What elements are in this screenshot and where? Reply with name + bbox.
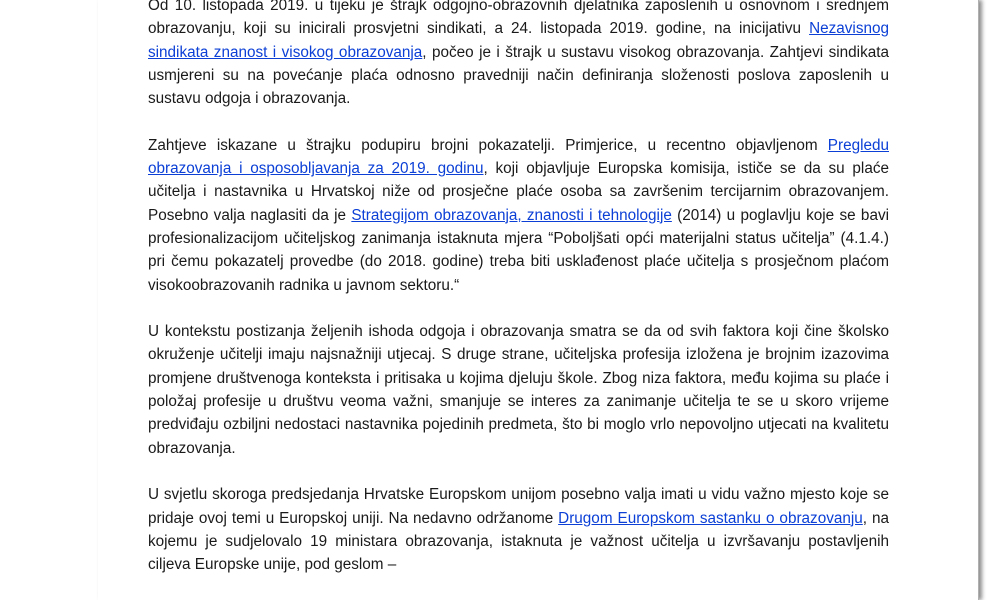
link-strategija-obrazovanja[interactable]: Strategijom obrazovanja, znanosti i tehnologije (351, 206, 672, 224)
paragraph-text: Od 10. listopada 2019. u tijeku je štrajk odgojno-obrazovnih djelatnika zaposlenih u osnovnom i srednjem obrazovanju, koji su inicirali prosvjetni sindikati, a 24. listopada 2019. godine, na inicijativu (148, 0, 889, 38)
link-nezavisni-sindikat[interactable]: Nezavisnog sindikata znanost i visokog obrazovanja (148, 20, 889, 61)
link-europski-sastanak[interactable]: Drugom Europskom sastanku o obrazovanju (558, 509, 863, 527)
paragraph-text: , koji objavljuje Europska komisija, ističe se da su plaće učitelja i nastavnika u Hrvatskoj niže od prosječne plaće osoba sa završenim tercijarnim obrazovanjem. Posebno valja naglasiti da je (148, 160, 889, 224)
link-pregled-obrazovanja[interactable]: Pregledu obrazovanja i osposobljavanja za 2019. godinu (148, 136, 889, 178)
document-body (148, 0, 889, 600)
document-page (98, 0, 979, 600)
paragraph-text: U kontekstu postizanja željenih ishoda odgoja i obrazovanja smatra se da od svih faktora koji čine školsko okruženje učitelji imaju najsnažniji utjecaj. S druge strane, učiteljska profesija izložena je brojnim izazovima promjene društvenoga konteksta i pritisaka u kojima djeluju škole. Zbog niza faktora, među kojima su plaće i položaj profesije u društvu veoma važni, smanjuje se interes za zanimanje učitelja te se u skoro vrijeme predviđaju ozbiljni nedostaci nastavnika pojedinih predmeta, što bi moglo vrlo nepovoljno utjecati na kvalitetu obrazovanja. (148, 323, 889, 457)
paragraph-text: (2014) u poglavlju koje se bavi profesionalizacijom učiteljskog zanimanja istaknuta mjera “Poboljšati opći materijalni status učitelja” (4.1.4.) pri čemu pokazatelj provedbe (do 2018. godine) treba biti usklađenost plaće učitelja s prosječnom plaćom visokoobrazovanih radnika u javnom sektoru.“ (148, 206, 889, 294)
paragraph-text: , počeo je i štrajk u sustavu visokog obrazovanja. Zahtjevi sindikata usmjereni su na povećanje plaća odnosno pravedniji način definiranja složenosti poslova zaposlenih u sustavu odgoja i obrazovanja. (148, 43, 889, 108)
paragraph-indicators (148, 134, 889, 297)
paragraph-text: , na kojemu je sudjelovalo 19 ministara obrazovanja, istaknuta je važnost učitelja u izvršavanju postavljenih ciljeva Europske unije, pod geslom – (148, 509, 889, 574)
paragraph-text: U svjetlu skoroga predsjedanja Hrvatske Europskom unijom posebno valja imati u vidu važno mjesto koje se pridaje ovoj temi u Europskoj uniji. Na nedavno održanome (148, 486, 889, 527)
paragraph-presidency (148, 483, 889, 576)
paragraph-text: Zahtjeve iskazane u štrajku podupiru brojni pokazatelji. Primjerice, u recentno objavljenom (148, 136, 828, 154)
paragraph-strike (148, 0, 889, 110)
paragraph-context (148, 320, 889, 460)
